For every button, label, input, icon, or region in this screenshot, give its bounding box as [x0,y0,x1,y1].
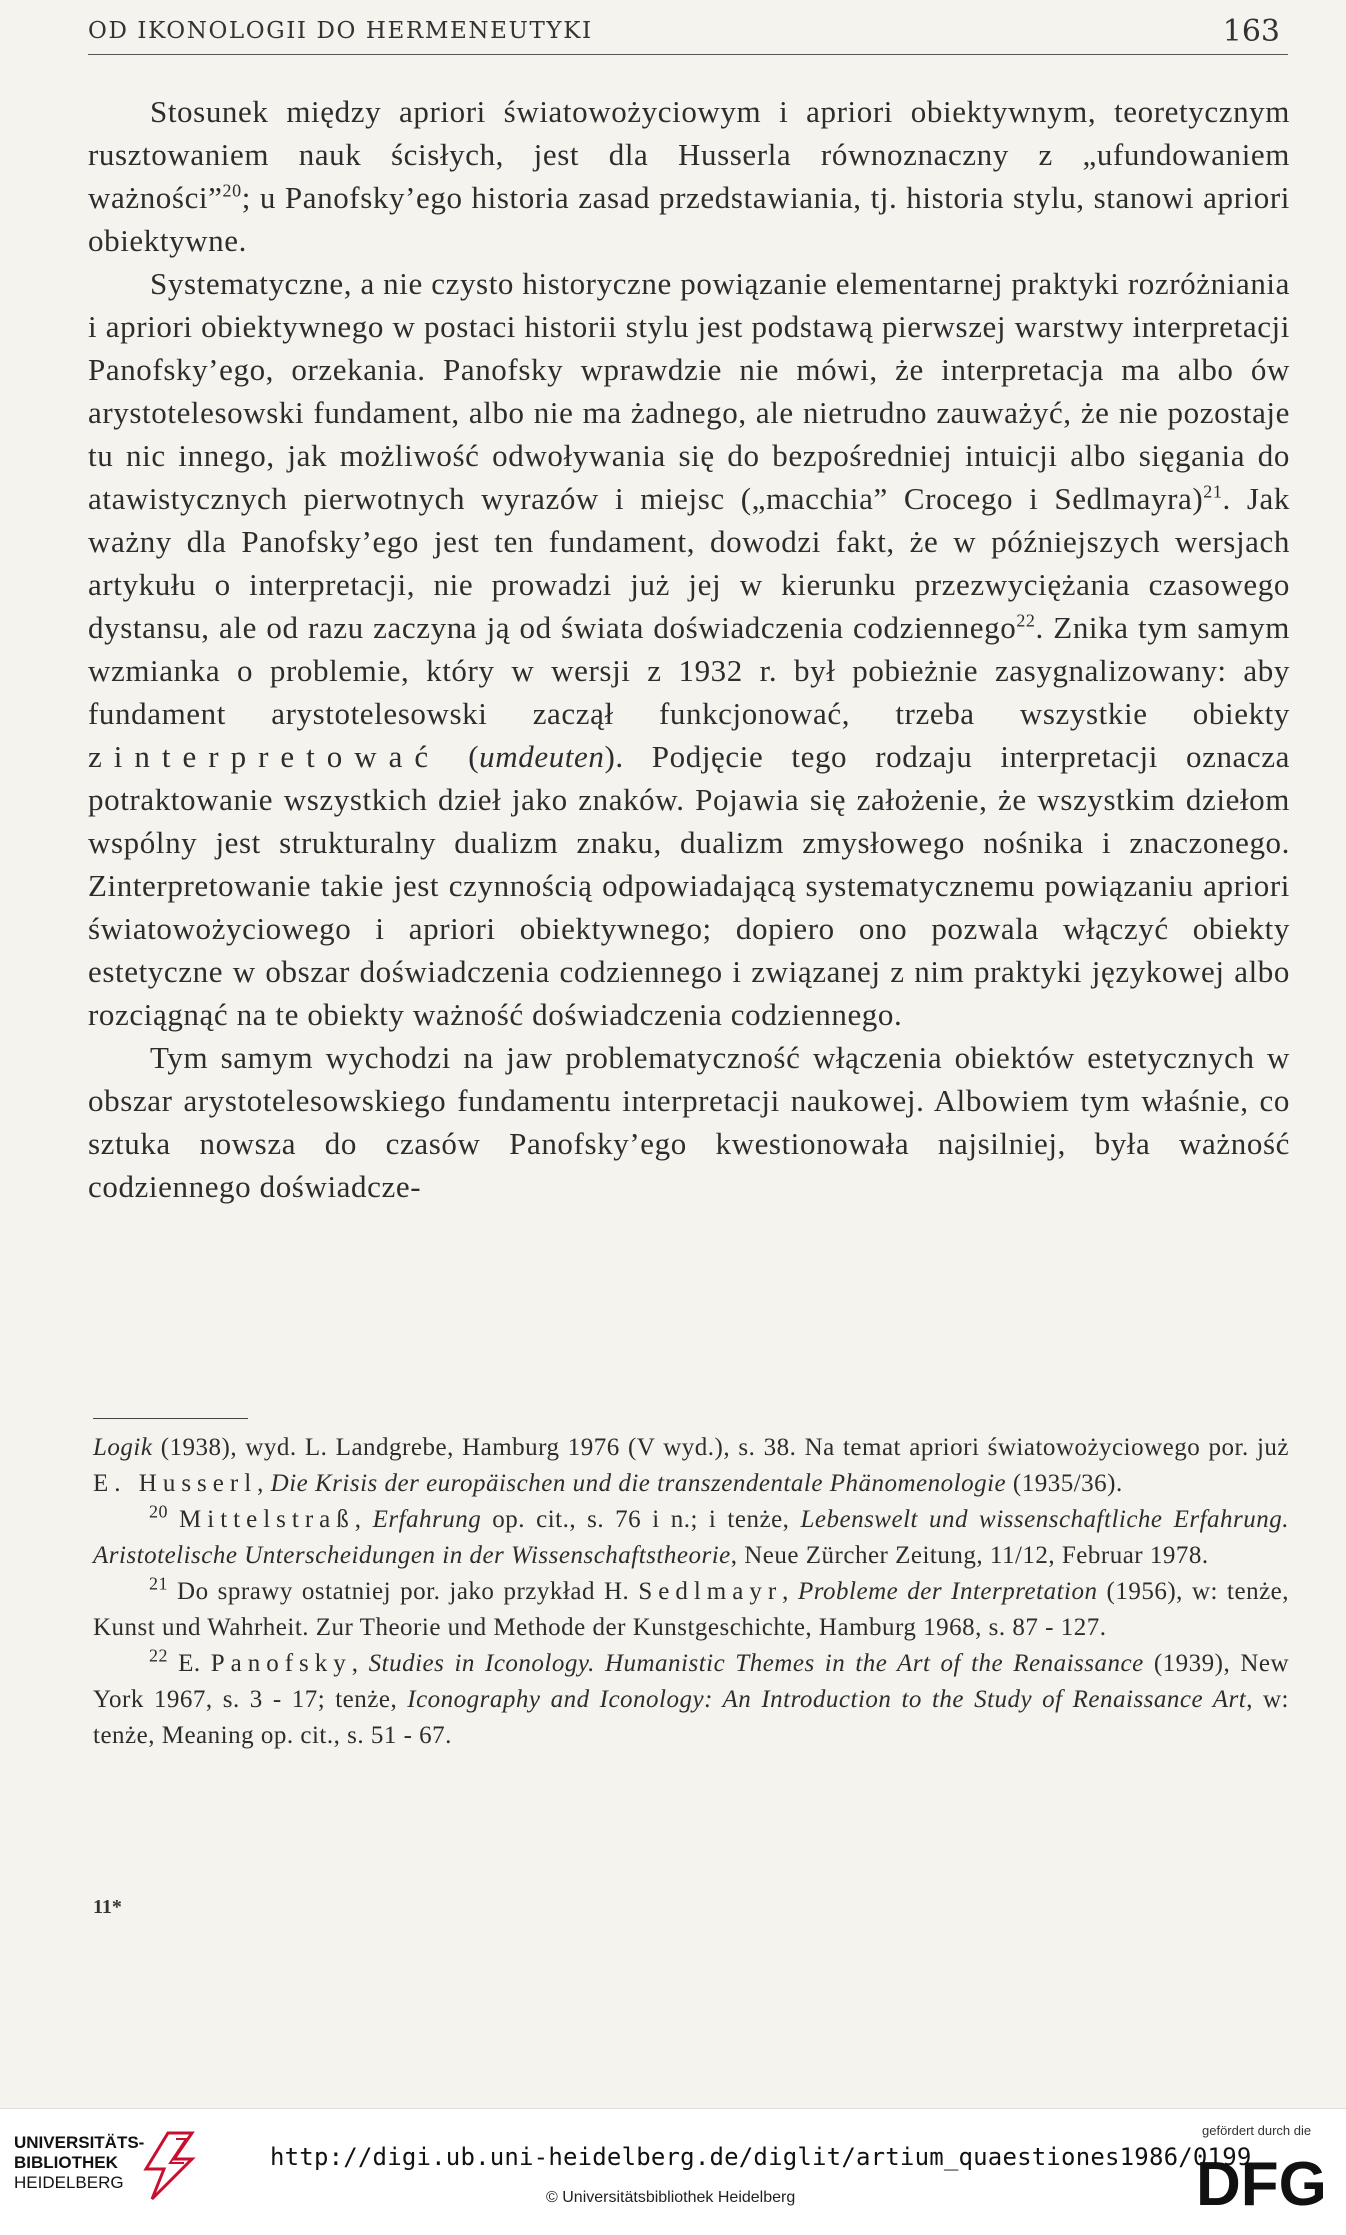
text-run: . Znika tym samym wzmianka o problemie, który w wersji z 1932 r. był pobieżnie zasygnalizowany: aby fundament arystotelesowski zaczął funkcjonować, trzeba wszystkie obiekty [88,610,1290,731]
author-name: Panofsky [210,1650,352,1677]
italic-title: Logik [93,1434,153,1461]
text-run: ; u Panofsky’ego historia zasad przedstawiania, tj. historia stylu, stanowi apriori obiektywne. [88,180,1290,258]
printer-signature: 11* [93,1896,122,1918]
digital-object-url[interactable]: http://digi.ub.uni-heidelberg.de/diglit/artium_quaestiones1986/0199 [270,2143,1252,2171]
author-name: E. Husserl [93,1470,258,1497]
body-text [88,90,1290,1208]
italic-term: umdeuten [479,739,605,774]
text-run: Stosunek między apriori światowożyciowym i apriori obiektywnym, teoretycznym rusztowaniem nauk ścisłych, jest dla Husserla równoznaczny z „ufundowaniem ważności” [88,94,1290,215]
footnote-separator [93,1418,248,1419]
library-logo[interactable] [14,2129,194,2219]
text-run: , [354,1506,373,1533]
italic-title: Studies in Iconology. Humanistic Themes in the Art of the Renaissance [368,1650,1144,1677]
text-run: Systematyczne, a nie czysto historyczne powiązanie elementarnej praktyki rozróżniania i apriori obiektywnego w postaci historii stylu jest podstawą pierwszej warstwy interpretacji Panofsky’ego, orzekania. Panofsky wprawdzie nie mówi, że interpretacja ma albo ów arystotelesowski fundament, albo nie ma żadnego, ale nietrudno zauważyć, że nie pozostaje tu nic innego, jak możliwość odwoływania się do bezpośredniej intuicji albo sięgania do atawistycznych pierwotnych wyrazów i miejsc („macchia” Crocego i Sedlmayra) [88,266,1290,516]
text-run: E. [178,1650,211,1677]
text-run: (1935/36). [1006,1470,1123,1497]
footnote-number: 21 [149,1573,168,1594]
text-run: (1956), w: tenże, Kunst und Wahrheit. Zur Theorie und Methode der Kunstgeschichte, Hamburg 1968, s. 87 - 127. [93,1578,1290,1641]
footnote-21 [93,1574,1289,1646]
library-line-2: BIBLIOTHEK [14,2153,118,2172]
text-run: ( [468,739,480,774]
copyright-notice: © Universitätsbibliothek Heidelberg [546,2189,796,2206]
text-run: ). Podjęcie tego rodzaju interpretacji oznacza potraktowanie wszystkich dzieł jako znaków. Pojawia się założenie, że wszystkim dziełom wspólny jest strukturalny dualizm znaku, dualizm zmysłowego nośnika i znaczonego. Zinterpretowanie takie jest czynnością odpowiadającą systematycznemu powiązaniu apriori światowożyciowego i apriori obiektywnego; dopiero ono pozwala włączyć obiekty estetyczne w obszar doświadczenia codziennego i związanej z nim praktyki językowej albo rozciągnąć na te obiekty ważność doświadczenia codziennego. [88,739,1290,1032]
running-title: OD IKONOLOGII DO HERMENEUTYKI [88,18,593,44]
library-line-3: HEIDELBERG [14,2173,124,2192]
text-run: , [782,1578,798,1605]
dfg-logo-icon [1194,2147,1334,2217]
footnotes [93,1430,1289,1754]
italic-title: Probleme der Interpretation [797,1578,1098,1605]
text-run: , Neue Zürcher Zeitung, 11/12, Februar 1978. [730,1542,1209,1569]
paragraph-1 [88,90,1290,262]
italic-title: Die Krisis der europäischen und die transzendentale Phänomenologie [270,1470,1007,1497]
dfg-funding[interactable] [1190,2123,1340,2223]
italic-title: Iconography and Iconology: An Introduction to the Study of Renaissance Art [407,1686,1247,1713]
emphasized-word: zinterpretować [88,739,441,774]
italic-title: Erfahrung [372,1506,482,1533]
running-header [88,14,1288,55]
footnote-ref-21: 21 [1203,481,1223,502]
footnote-20 [93,1502,1289,1574]
text-run: op. cit., s. 76 i n.; i tenże, [481,1506,801,1533]
italic-title: Lebenswelt und wissenschaftliche Erfahrung. Aristotelische Unterscheidungen in der Wissenschaftstheorie [93,1506,1289,1569]
footnote-number: 22 [149,1645,168,1666]
library-mark-icon [138,2129,198,2201]
text-run: , w: tenże, Meaning op. cit., s. 51 - 67. [93,1686,1289,1749]
footnote-number: 20 [149,1501,168,1522]
text-run: (1939), New York 1967, s. 3 - 17; tenże, [93,1650,1290,1713]
text-run: , [351,1650,369,1677]
library-name [14,2133,144,2193]
text-run: , [257,1470,271,1497]
library-line-1: UNIVERSITÄTS- [14,2133,145,2152]
footnote-continuation [93,1430,1289,1502]
footer-bar [0,2108,1346,2235]
text-run: Do sprawy ostatniej por. jako przykład H. [177,1578,639,1605]
funded-by-label: gefördert durch die [1202,2123,1312,2138]
author-name: Sedlmayr [638,1578,783,1605]
page-number: 163 [1222,14,1280,49]
text-run: (1938), wyd. L. Landgrebe, Hamburg 1976 (V wyd.), s. 38. Na temat apriori światowożyciowego por. już [152,1434,1289,1461]
footnote-ref-22: 22 [1016,610,1036,631]
paragraph-2 [88,262,1290,1036]
dfg-logo-text: DFG [1196,2150,1327,2217]
text-run: . Jak ważny dla Panofsky’ego jest ten fundament, dowodzi fakt, że w późniejszych wersjach artykułu o interpretacji, nie prowadzi już jej w kierunku przezwyciężania czasowego dystansu, ale od razu zaczyna ją od świata doświadczenia codziennego [88,481,1290,645]
footnote-ref-20: 20 [222,180,242,201]
author-name: Mittelstraß [179,1506,355,1533]
footnote-22 [93,1646,1289,1754]
paragraph-3: Tym samym wychodzi na jaw problematyczność włączenia obiektów estetycznych w obszar arystotelesowskiego fundamentu interpretacji naukowej. Albowiem tym właśnie, co sztuka nowsza do czasów Panofsky’ego kwestionowała najsilniej, była ważność codziennego doświadcze- [88,1040,1290,1204]
